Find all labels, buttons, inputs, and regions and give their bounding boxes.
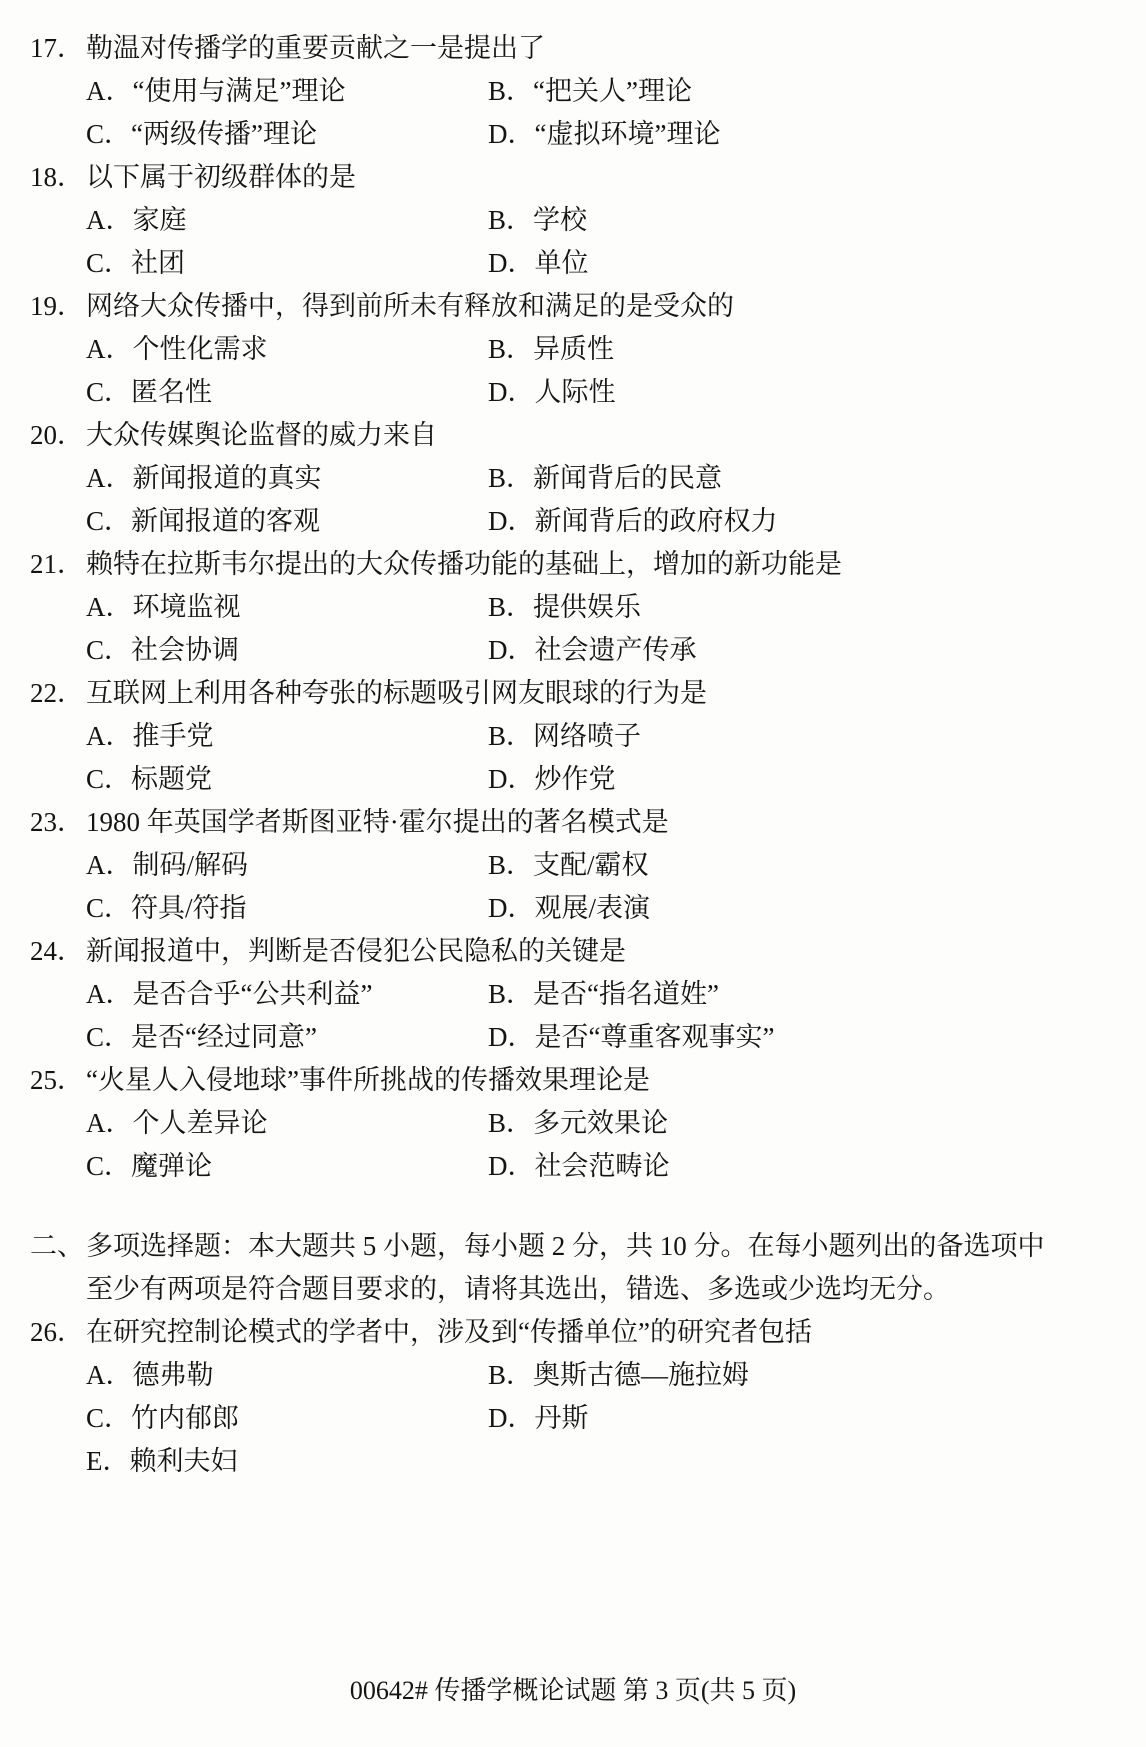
section-intro-line1 [30, 1222, 1126, 1265]
question-stem-text: 以下属于初级群体的是 [86, 162, 356, 192]
question-stem-text: 大众传媒舆论监督的威力来自 [86, 420, 437, 450]
option: C．标题党 [86, 764, 213, 794]
question-stem-text: 赖特在拉斯韦尔提出的大众传播功能的基础上，增加的新功能是 [86, 549, 842, 579]
question-number: 17． [30, 33, 84, 63]
question [30, 798, 1126, 927]
question-stem [30, 798, 1126, 841]
option: D．是否“尊重客观事实” [488, 1022, 775, 1052]
options-grid [86, 454, 1126, 540]
exam-page [30, 24, 1126, 1480]
question-stem [30, 927, 1126, 970]
options-grid [86, 970, 1126, 1056]
option: B．“把关人”理论 [488, 76, 692, 106]
option: D．社会遗产传承 [488, 635, 697, 665]
options-grid [86, 196, 1126, 282]
question-stem-text: 网络大众传播中，得到前所未有释放和满足的是受众的 [86, 291, 734, 321]
question-stem-text: 勒温对传播学的重要贡献之一是提出了 [86, 33, 545, 63]
option: B．提供娱乐 [488, 592, 642, 622]
option: B．网络喷子 [488, 721, 642, 751]
options-grid [86, 841, 1126, 927]
option: B．奥斯古德—施拉姆 [488, 1360, 750, 1390]
option: C．社团 [86, 248, 186, 278]
question [30, 1308, 1126, 1480]
section-intro-line2 [30, 1265, 1126, 1308]
question-number: 20． [30, 420, 84, 450]
options-grid [86, 712, 1126, 798]
option: D．观展/表演 [488, 893, 650, 923]
option: A．新闻报道的真实 [86, 463, 322, 493]
option: A．德弗勒 [86, 1360, 214, 1390]
option: B．多元效果论 [488, 1108, 669, 1138]
question-stem-text: 在研究控制论模式的学者中，涉及到“传播单位”的研究者包括 [86, 1317, 812, 1347]
question-number: 25． [30, 1065, 84, 1095]
question-stem [30, 282, 1126, 325]
options-grid [86, 1099, 1126, 1185]
question-stem [30, 24, 1126, 67]
option: C．魔弹论 [86, 1151, 213, 1181]
option: D．炒作党 [488, 764, 616, 794]
question [30, 153, 1126, 282]
options-grid [86, 1351, 1126, 1480]
option: D．社会范畴论 [488, 1151, 670, 1181]
question-stem [30, 669, 1126, 712]
option: D．新闻背后的政府权力 [488, 506, 778, 536]
option: A．制码/解码 [86, 850, 248, 880]
question-number: 18． [30, 162, 84, 192]
multi-choice-section-header [30, 1222, 1126, 1308]
question [30, 411, 1126, 540]
question-number: 26． [30, 1317, 84, 1347]
question-stem [30, 1056, 1126, 1099]
options-grid [86, 67, 1126, 153]
option: A．个人差异论 [86, 1108, 268, 1138]
question [30, 669, 1126, 798]
question [30, 24, 1126, 153]
option: C．“两级传播”理论 [86, 119, 317, 149]
option: D．人际性 [488, 377, 616, 407]
option: B．支配/霸权 [488, 850, 649, 880]
option: B．新闻背后的民意 [488, 463, 723, 493]
options-grid [86, 583, 1126, 669]
question [30, 927, 1126, 1056]
question-number: 19． [30, 291, 84, 321]
single-choice-questions-container [30, 24, 1126, 1185]
question-stem [30, 1308, 1126, 1351]
option: C．是否“经过同意” [86, 1022, 317, 1052]
question-number: 22． [30, 678, 84, 708]
question-number: 24． [30, 936, 84, 966]
option: C．新闻报道的客观 [86, 506, 321, 536]
question-stem-text: 互联网上利用各种夸张的标题吸引网友眼球的行为是 [86, 678, 707, 708]
option: A．环境监视 [86, 592, 241, 622]
option: A．“使用与满足”理论 [86, 76, 346, 106]
option: C．符具/符指 [86, 893, 247, 923]
question-number: 23． [30, 807, 84, 837]
option: A．家庭 [86, 205, 187, 235]
question-stem-text: 1980 年英国学者斯图亚特·霍尔提出的著名模式是 [86, 807, 669, 837]
option: D．“虚拟环境”理论 [488, 119, 721, 149]
section-intro-text1: 多项选择题：本大题共 5 小题，每小题 2 分，共 10 分。在每小题列出的备选项中 [86, 1231, 1045, 1261]
question-number: 21． [30, 549, 84, 579]
option: B．学校 [488, 205, 588, 235]
section-number: 二、 [30, 1231, 84, 1261]
question-stem-text: “火星人入侵地球”事件所挑战的传播效果理论是 [86, 1065, 650, 1095]
question [30, 1056, 1126, 1185]
page-footer: 00642# 传播学概论试题 第 3 页(共 5 页) [349, 1676, 797, 1705]
option: D．丹斯 [488, 1403, 589, 1433]
question-stem [30, 411, 1126, 454]
question [30, 282, 1126, 411]
multi-choice-questions-container [30, 1308, 1126, 1480]
option: A．推手党 [86, 721, 214, 751]
option: B．异质性 [488, 334, 615, 364]
question [30, 540, 1126, 669]
option: D．单位 [488, 248, 589, 278]
question-stem-text: 新闻报道中，判断是否侵犯公民隐私的关键是 [86, 936, 626, 966]
option: A．是否合乎“公共利益” [86, 979, 373, 1009]
option: C．竹内郁郎 [86, 1403, 240, 1433]
question-stem [30, 540, 1126, 583]
option: B．是否“指名道姓” [488, 979, 719, 1009]
option: A．个性化需求 [86, 334, 268, 364]
section-intro-text2: 至少有两项是符合题目要求的，请将其选出，错选、多选或少选均无分。 [86, 1274, 950, 1304]
option: E．赖利夫妇 [86, 1446, 238, 1476]
options-grid [86, 325, 1126, 411]
option: C．匿名性 [86, 377, 213, 407]
question-stem [30, 153, 1126, 196]
option: C．社会协调 [86, 635, 240, 665]
